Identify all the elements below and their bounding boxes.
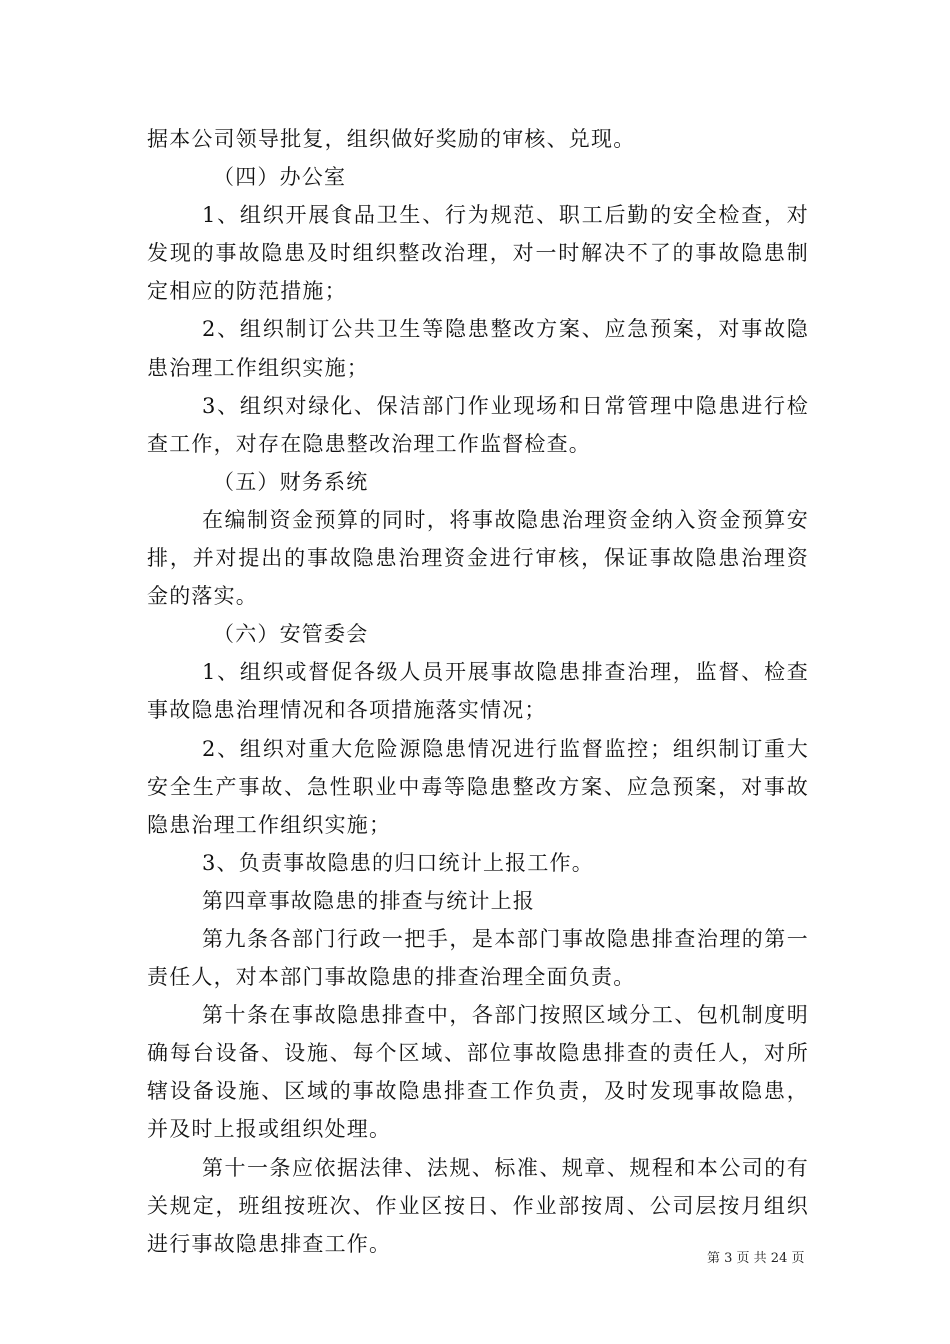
article-paragraph: 第十一条应依据法律、法规、标准、规章、规程和本公司的有关规定，班组按班次、作业区按日、作业部按周、公司层按月组织进行事故隐患排查工作。 — [147, 1155, 809, 1256]
paragraph: 在编制资金预算的同时，将事故隐患治理资金纳入资金预算安排，并对提出的事故隐患治理资金进行审核，保证事故隐患治理资金的落实。 — [147, 507, 809, 609]
section-heading: （四）办公室 — [213, 165, 347, 190]
article-paragraph: 第九条各部门行政一把手，是本部门事故隐患排查治理的第一责任人，对本部门事故隐患的排查治理全面负责。 — [147, 926, 809, 990]
article-paragraph: 第十条在事故隐患排查中，各部门按照区域分工、包机制度明确每台设备、设施、每个区域、部位事故隐患排查的责任人，对所辖设备设施、区域的事故隐患排查工作负责，及时发现事故隐患，并及时上报或组织处理。 — [147, 1003, 809, 1142]
paragraph: 3、负责事故隐患的归口统计上报工作。 — [202, 850, 594, 875]
paragraph: 2、组织对重大危险源隐患情况进行监督监控；组织制订重大安全生产事故、急性职业中毒等隐患整改方案、应急预案，对事故隐患治理工作组织实施； — [147, 736, 809, 837]
page-number: 第 3 页 共 24 页 — [707, 1251, 805, 1266]
document-body — [147, 120, 809, 1263]
chapter-title: 第四章事故隐患的排查与统计上报 — [202, 888, 535, 913]
paragraph: 据本公司领导批复，组织做好奖励的审核、兑现。 — [147, 127, 636, 151]
paragraph: 1、组织开展食品卫生、行为规范、职工后勤的安全检查，对发现的事故隐患及时组织整改治理，对一时解决不了的事故隐患制定相应的防范措施； — [147, 203, 809, 304]
section-heading: （六）安管委会 — [213, 622, 369, 647]
paragraph: 2、组织制订公共卫生等隐患整改方案、应急预案，对事故隐患治理工作组织实施； — [147, 317, 809, 380]
paragraph: 1、组织或督促各级人员开展事故隐患排查治理，监督、检查事故隐患治理情况和各项措施落实情况； — [147, 660, 809, 723]
paragraph: 3、组织对绿化、保洁部门作业现场和日常管理中隐患进行检查工作，对存在隐患整改治理工作监督检查。 — [147, 393, 809, 456]
section-heading: （五）财务系统 — [213, 469, 369, 494]
